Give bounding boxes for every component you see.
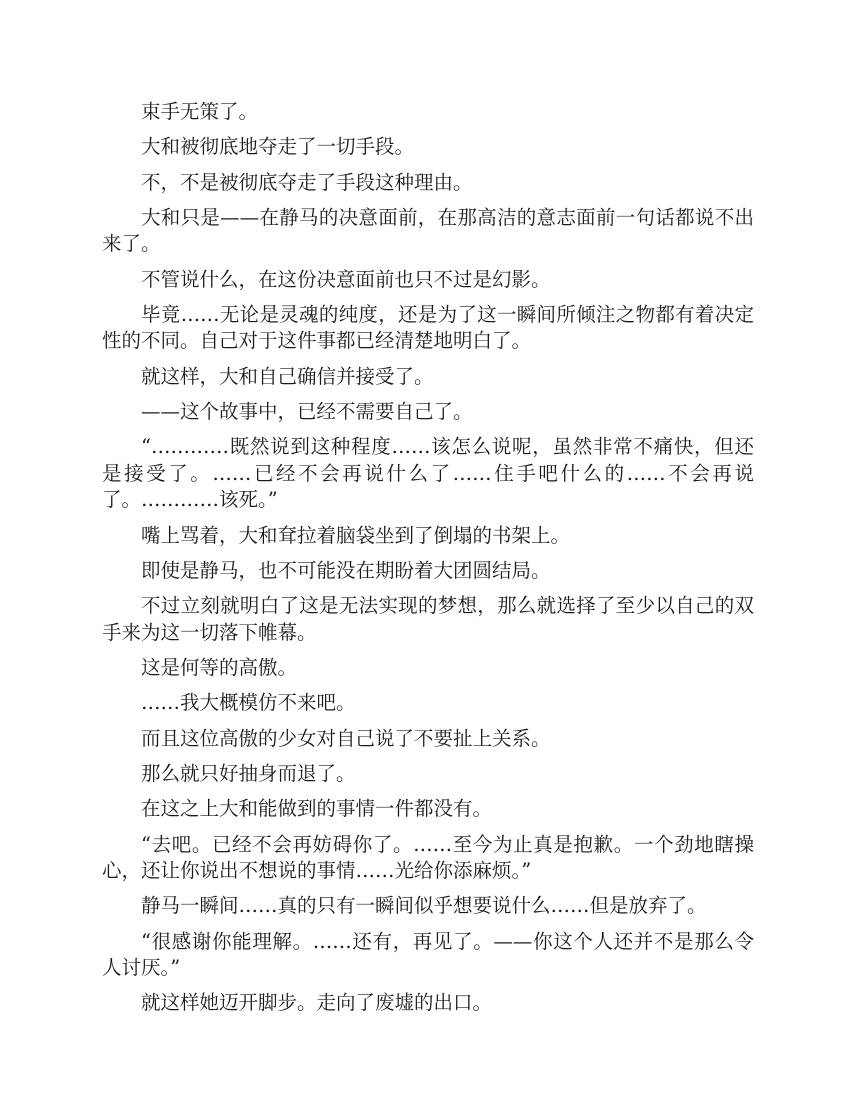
paragraph: “很感谢你能理解。……还有，再见了。——你这个人还并不是那么令人讨厌。” [102, 929, 754, 980]
paragraph: “…………既然说到这种程度……该怎么说呢，虽然非常不痛快，但还是接受了。……已经不会再说什么了……住手吧什么的……不会再说了。…………该死。” [102, 435, 754, 512]
paragraph: ……我大概模仿不来吧。 [141, 691, 356, 715]
paragraph: 毕竟……无论是灵魂的纯度，还是为了这一瞬间所倾注之物都有着决定性的不同。自己对于这件事都已经清楚地明白了。 [102, 302, 754, 353]
paragraph: 嘴上骂着，大和耷拉着脑袋坐到了倒塌的书架上。 [141, 523, 571, 547]
paragraph: 大和被彻底地夺走了一切手段。 [141, 135, 415, 159]
paragraph: 不管说什么，在这份决意面前也只不过是幻影。 [141, 267, 551, 291]
paragraph: 而且这位高傲的少女对自己说了不要扯上关系。 [141, 726, 551, 750]
paragraph: 就这样她迈开脚步。走向了废墟的出口。 [141, 991, 493, 1015]
paragraph: 这是何等的高傲。 [141, 656, 298, 680]
paragraph: “去吧。已经不会再妨碍你了。……至今为止真是抱歉。一个劲地瞎操心，还让你说出不想说的事情……光给你添麻烦。” [102, 832, 754, 883]
paragraph: 就这样，大和自己确信并接受了。 [141, 364, 434, 388]
paragraph: 不，不是被彻底夺走了手段这种理由。 [141, 170, 473, 194]
paragraph: 在这之上大和能做到的事情一件都没有。 [141, 797, 493, 821]
body-text [102, 99, 754, 1026]
paragraph: ——这个故事中，已经不需要自己了。 [141, 400, 473, 424]
paragraph: 即使是静马，也不可能没在期盼着大团圆结局。 [141, 558, 551, 582]
paragraph: 静马一瞬间……真的只有一瞬间似乎想要说什么……但是放弃了。 [141, 894, 707, 918]
paragraph: 那么就只好抽身而退了。 [141, 761, 356, 785]
paragraph: 大和只是——在静马的决意面前，在那高洁的意志面前一句话都说不出来了。 [102, 205, 754, 256]
paragraph: 不过立刻就明白了这是无法实现的梦想，那么就选择了至少以自己的双手来为这一切落下帷幕。 [102, 594, 754, 644]
paragraph: 束手无策了。 [141, 100, 259, 123]
